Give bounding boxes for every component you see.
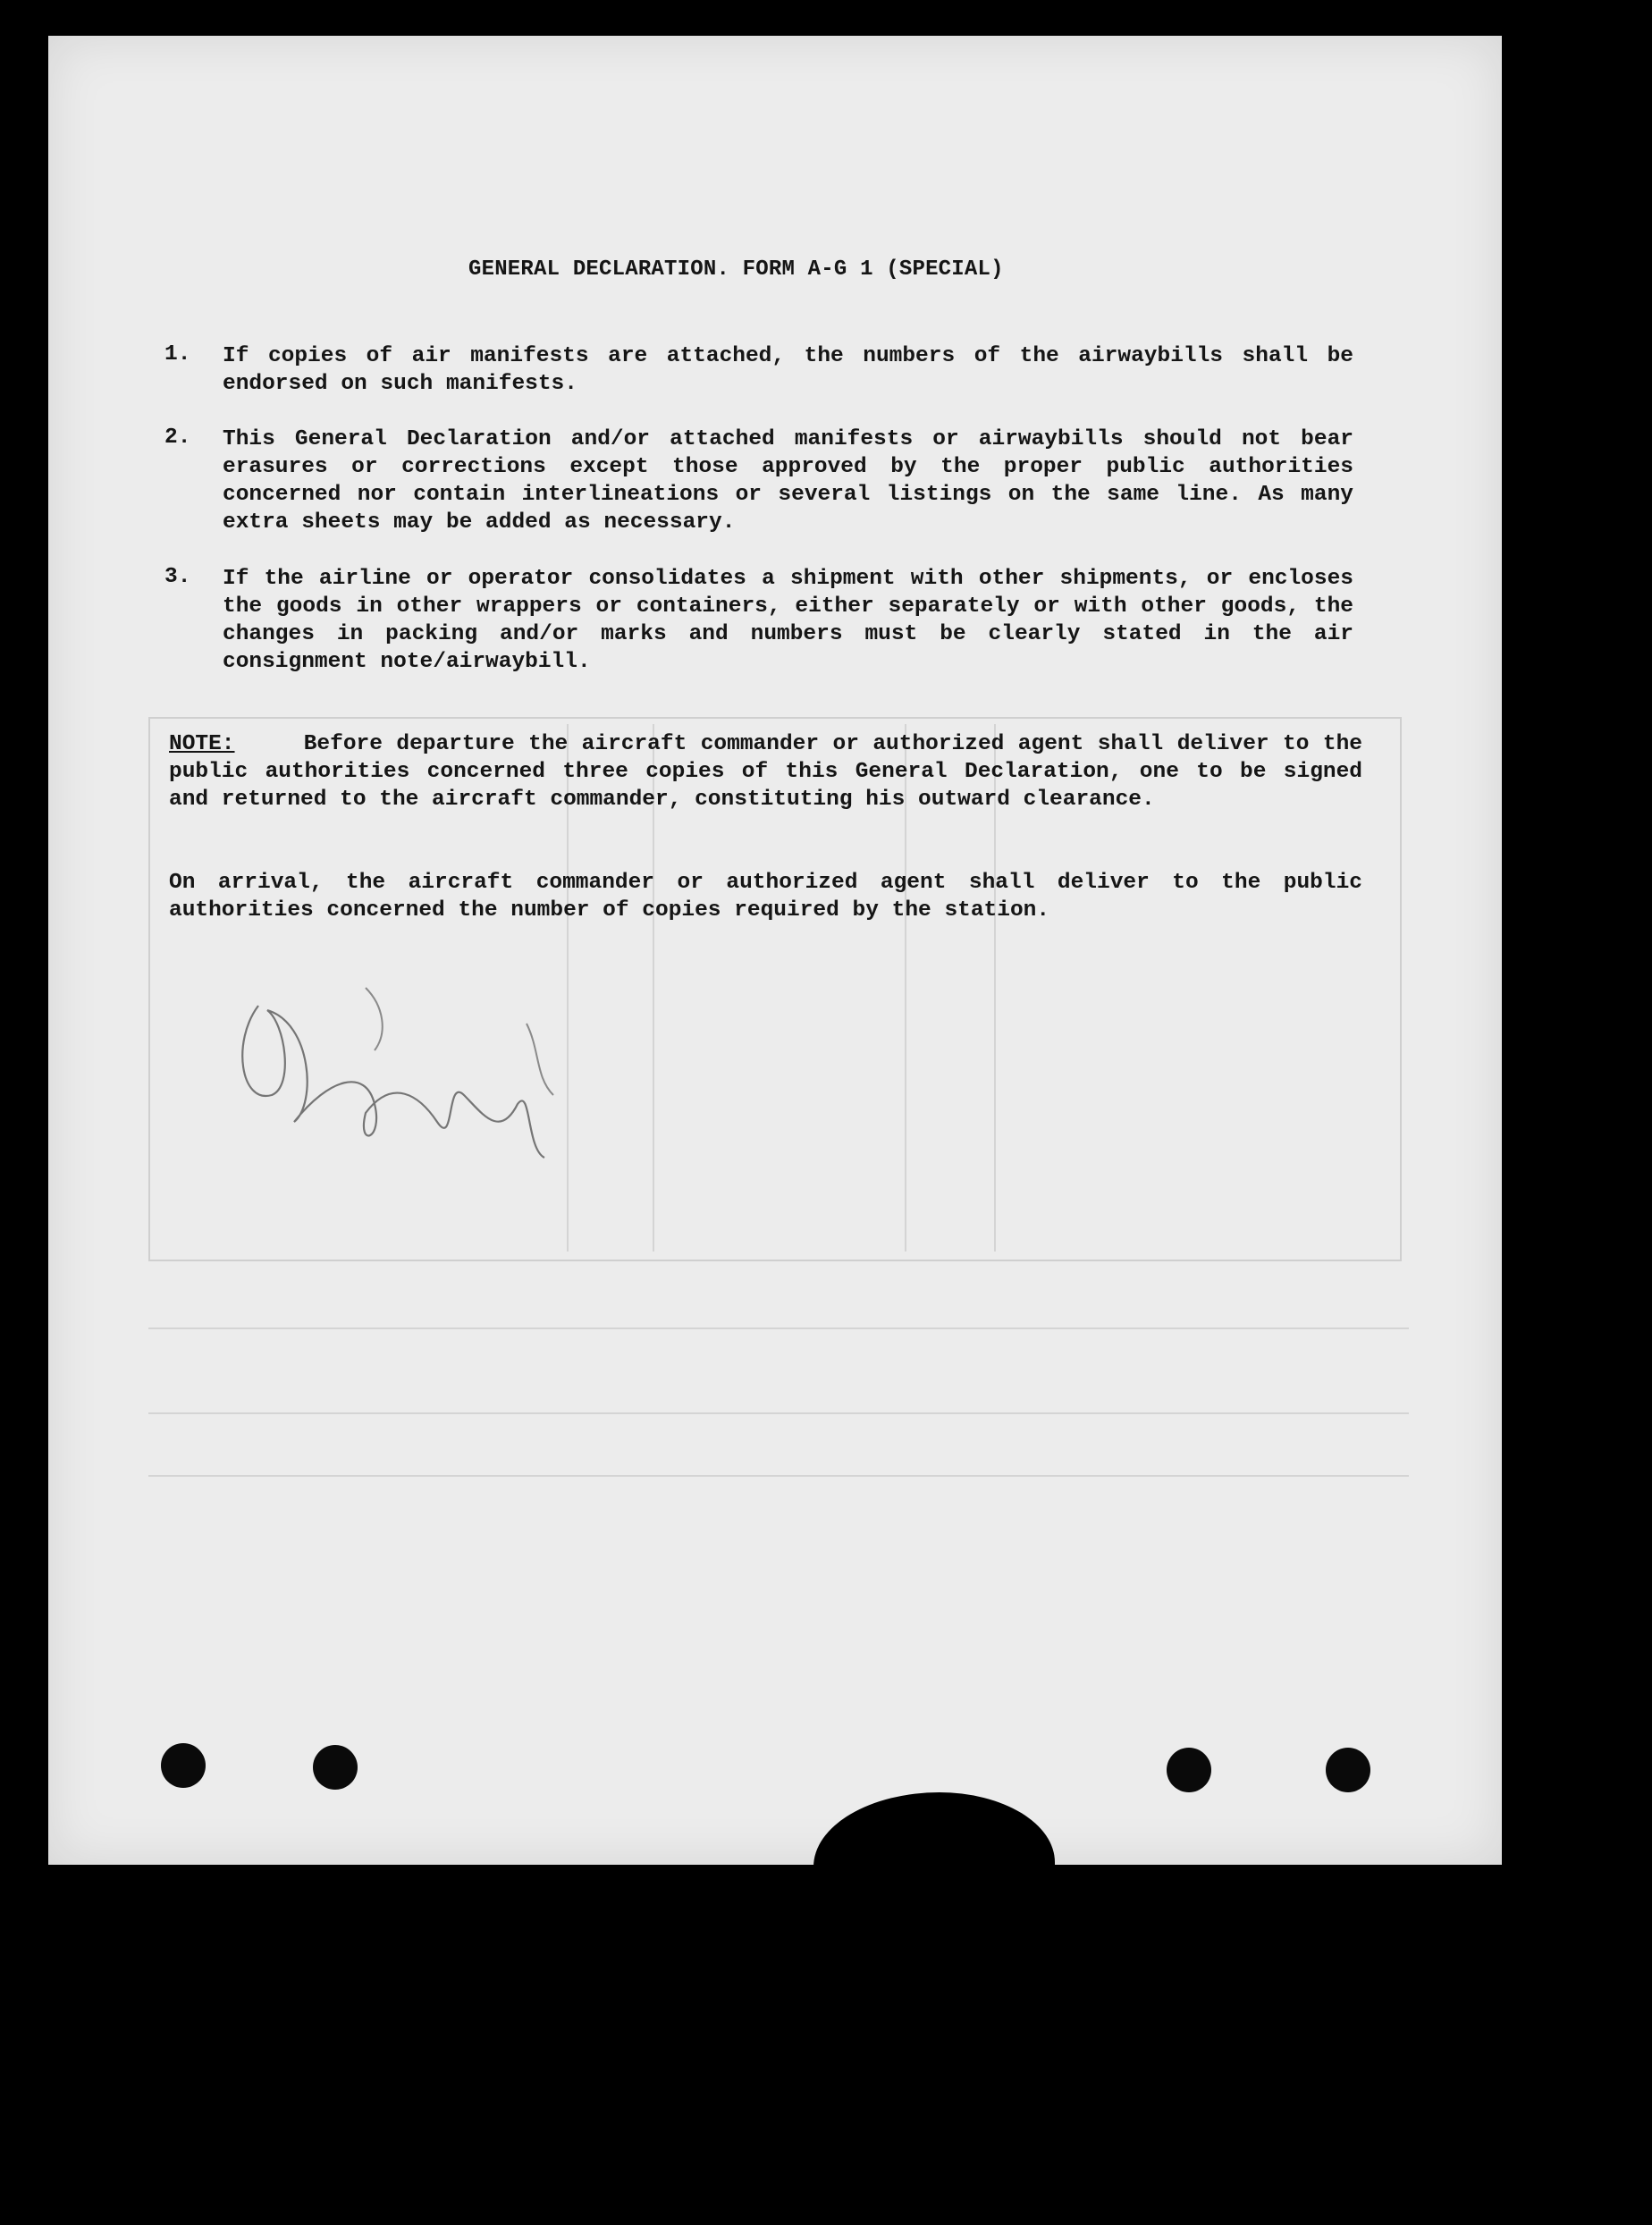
note-label: NOTE: (169, 732, 235, 756)
arrival-paragraph: On arrival, the aircraft commander or authorized agent shall deliver to the public authorities concerned the number of copies required by the station. (169, 871, 1362, 923)
item-number: 1. (164, 342, 191, 367)
bleed-through-rule (148, 1327, 1409, 1329)
item-text: If the airline or operator consolidates a shipment with other shipments, or encloses the goods in other wrappers or containers, either separately or with other goods, the changes in packing and/or marks and numbers must be clearly stated in the air consignment note/airwaybill. (223, 567, 1353, 674)
note-paragraph (169, 730, 1362, 813)
item-text: If copies of air manifests are attached, the numbers of the airwaybills shall be endorsed on such manifests. (223, 344, 1353, 396)
item-number: 3. (164, 565, 191, 589)
paper-sheet (48, 36, 1502, 1865)
item-number: 2. (164, 426, 191, 450)
bleed-through-rule (148, 1412, 1409, 1414)
punch-hole (1167, 1748, 1211, 1792)
punch-hole (161, 1743, 206, 1788)
bleed-through-rule (148, 1475, 1409, 1477)
punch-hole (313, 1745, 358, 1790)
document-title: GENERAL DECLARATION. FORM A-G 1 (SPECIAL) (468, 257, 1004, 282)
punch-hole (1326, 1748, 1370, 1792)
item-text: This General Declaration and/or attached manifests or airwaybills should not bear erasures or corrections except those approved by the proper public authorities concerned nor contain interlineations or several listings on the same line. As many extra sheets may be added as necessary. (223, 427, 1353, 535)
handwritten-signature (232, 970, 607, 1202)
note-text: Before departure the aircraft commander or authorized agent shall deliver to the public authorities concerned three copies of this General Declaration, one to be signed and returned to the aircraft commander, constituting his outward clearance. (169, 732, 1362, 812)
